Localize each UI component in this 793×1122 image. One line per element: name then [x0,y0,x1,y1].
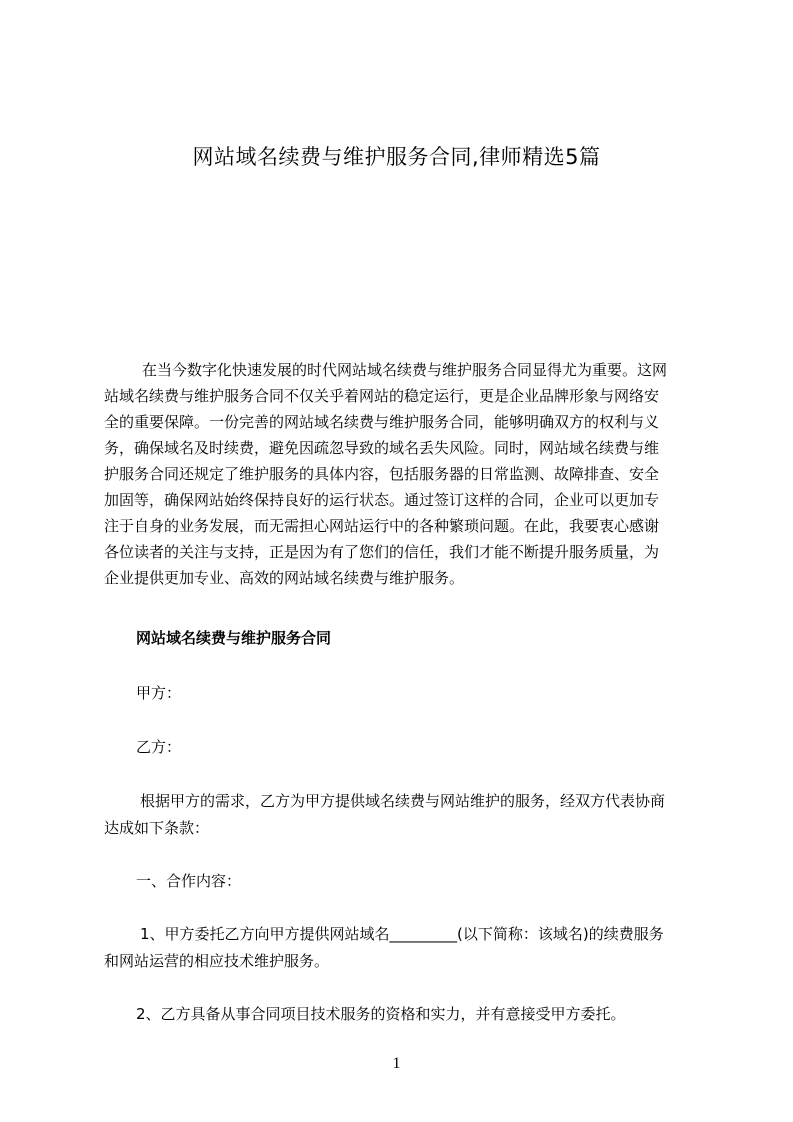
intro-line: 注于自身的业务发展，而无需担心网站运行中的各种繁琐问题。在此，我要衷心感谢 [104,517,660,535]
section-heading: 网站域名续费与维护服务合同 [136,629,332,647]
party-a-label: 甲方： [136,684,182,702]
clause-1-2: 2、乙方具备从事合同项目技术服务的资格和实力，并有意接受甲方委托。 [136,1005,626,1023]
clause-line: 和网站运营的相应技术维护服务。 [104,952,330,970]
intro-line: 企业提供更加专业、高效的网站域名续费与维护服务。 [104,569,465,587]
basis-line: 根据甲方的需求，乙方为甲方提供域名续费与网站维护的服务，经双方代表协商 [140,792,666,810]
intro-line: 护服务合同还规定了维护服务的具体内容，包括服务器的日常监测、故障排查、安全 [104,465,660,483]
clause-1-heading: 一、合作内容： [136,872,242,890]
intro-line: 站域名续费与维护服务合同不仅关乎着网站的稳定运行，更是企业品牌形象与网络安 [104,387,660,405]
document-title: 网站域名续费与维护服务合同,律师精选5篇 [192,145,601,169]
page-number: 1 [392,1055,401,1072]
intro-line: 各位读者的关注与支持，正是因为有了您们的信任，我们才能不断提升服务质量，为 [104,543,660,561]
clause-line: 1、甲方委托乙方向甲方提供网站域名_________(以下简称：该域名)的续费服务 [140,925,664,943]
intro-line: 务，确保域名及时续费，避免因疏忽导致的域名丢失风险。同时，网站域名续费与维 [104,439,660,457]
intro-line: 加固等，确保网站始终保持良好的运行状态。通过签订这样的合同，企业可以更加专 [104,491,660,509]
intro-line: 在当今数字化快速发展的时代网站域名续费与维护服务合同显得尤为重要。这网 [142,361,668,379]
basis-line: 达成如下条款： [104,819,210,837]
intro-line: 全的重要保障。一份完善的网站域名续费与维护服务合同，能够明确双方的权利与义 [104,413,660,431]
party-b-label: 乙方： [136,738,182,756]
